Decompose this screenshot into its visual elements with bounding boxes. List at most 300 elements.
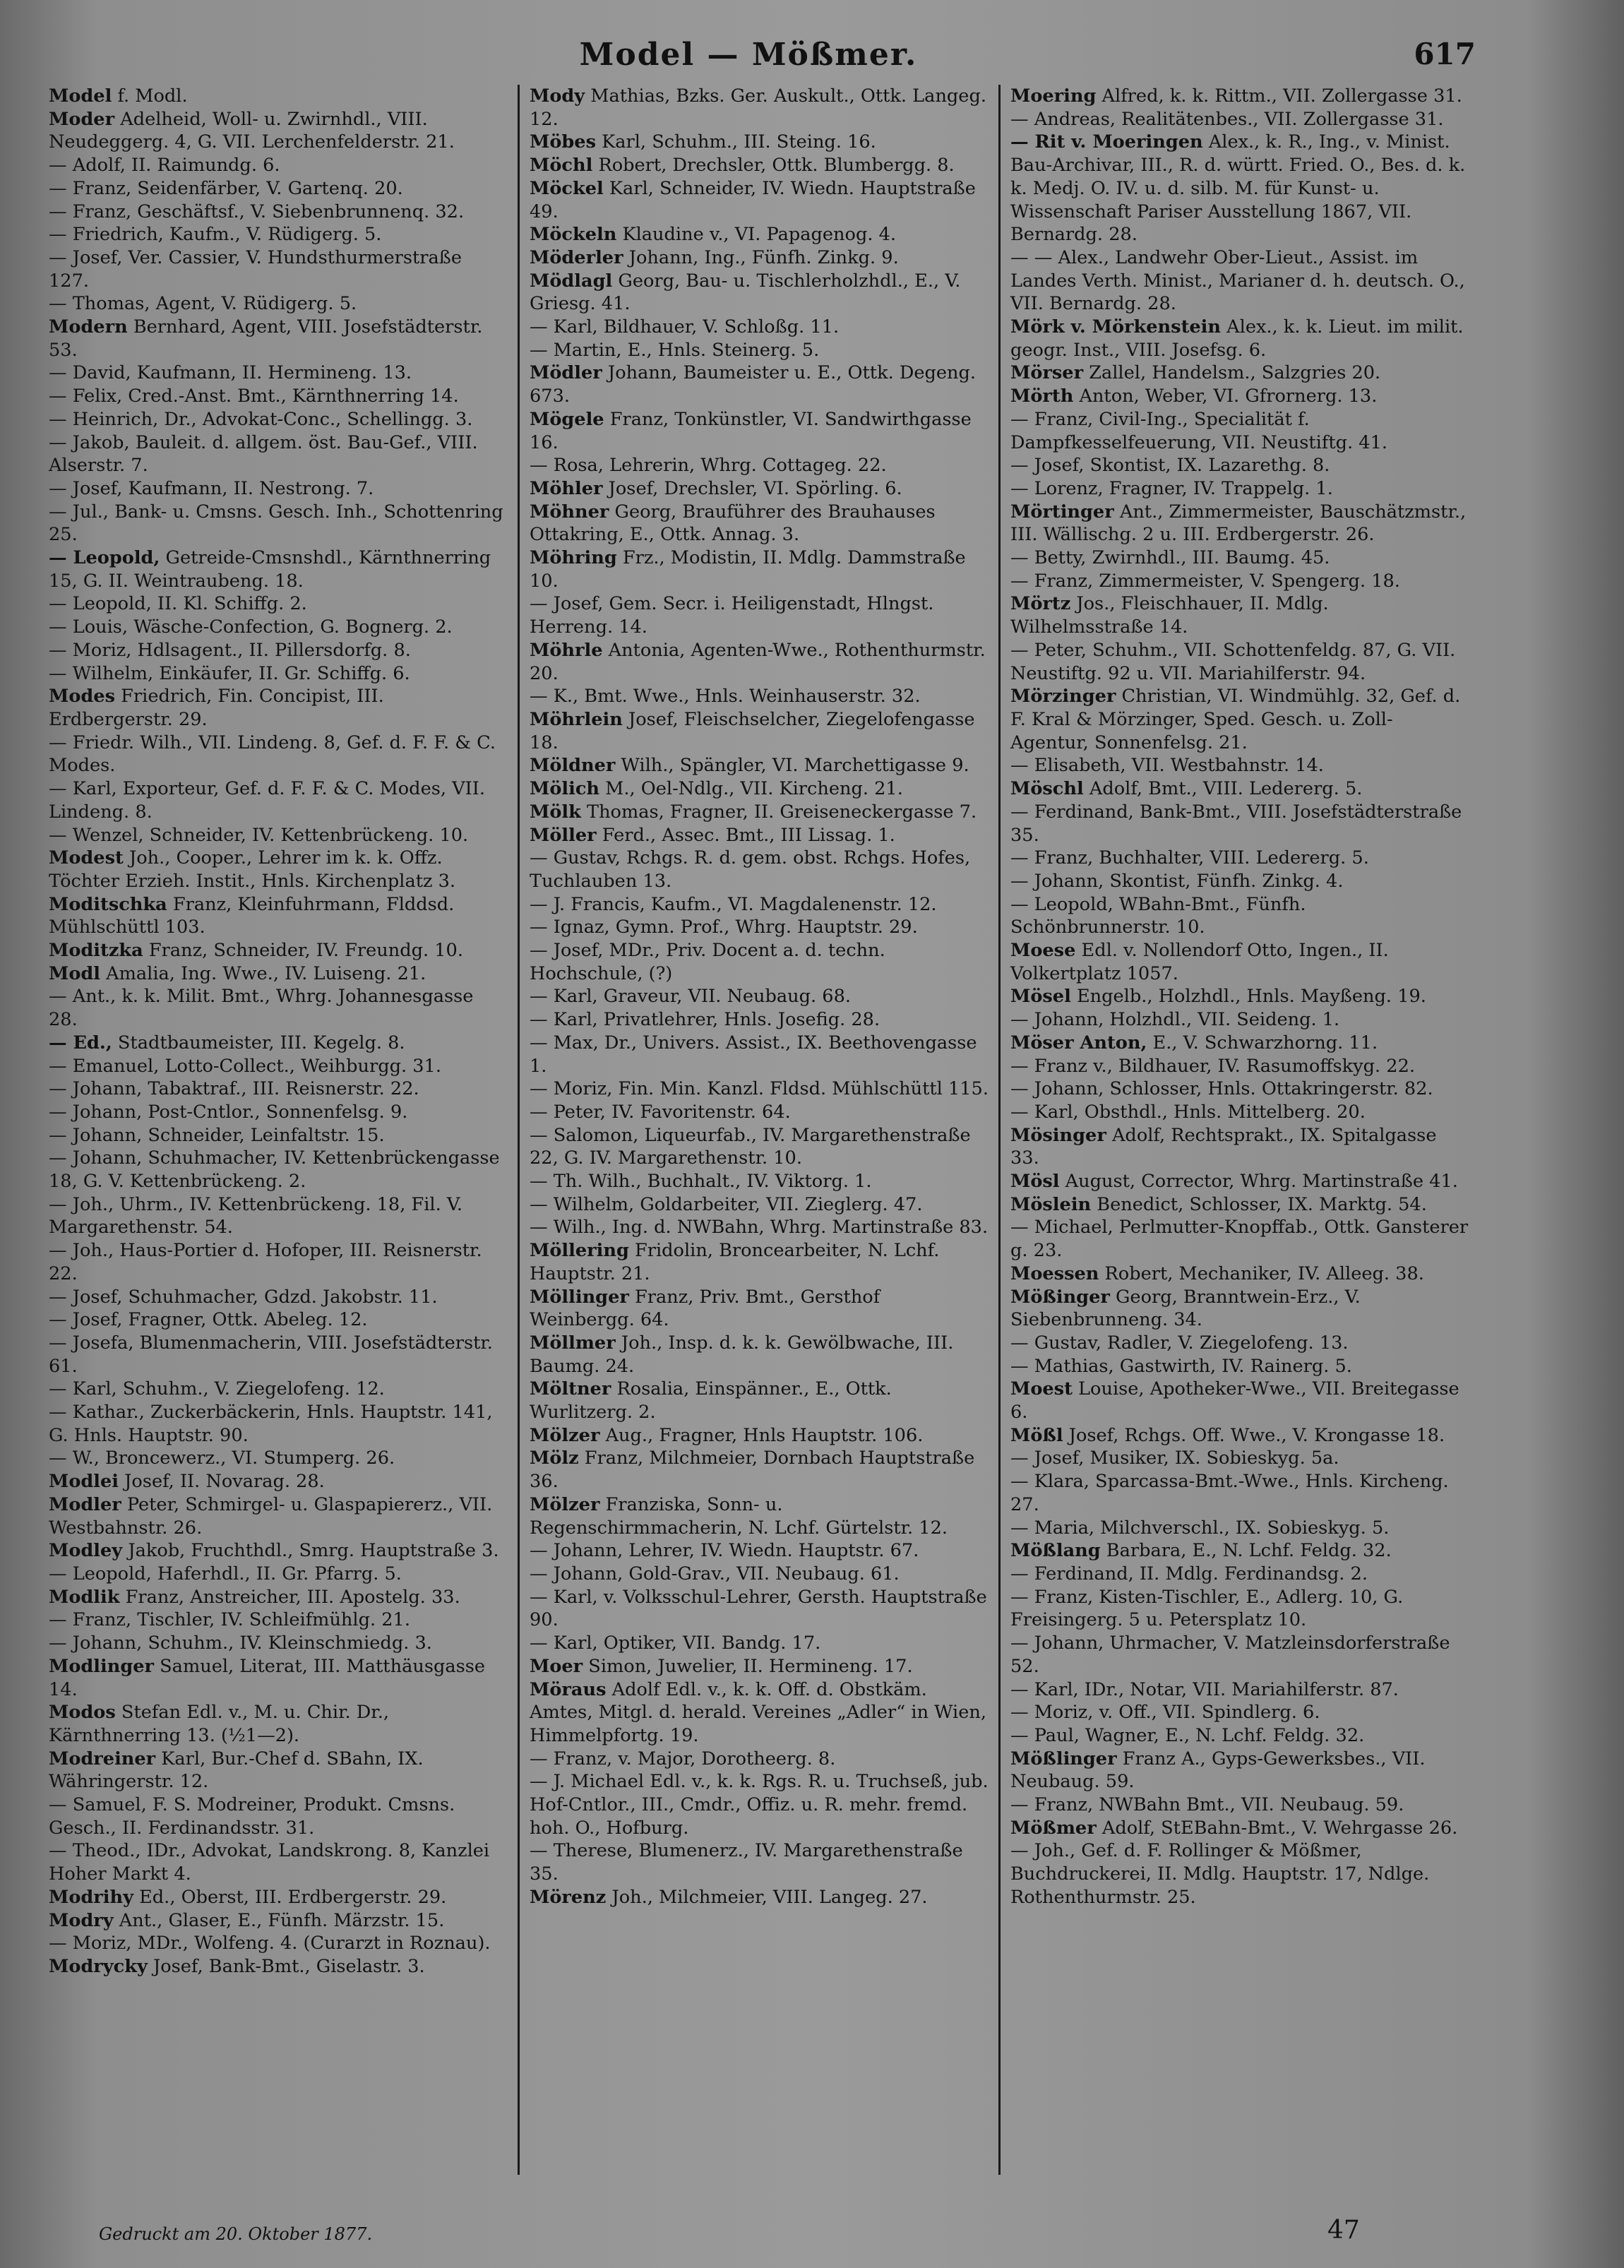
directory-entry <box>49 1147 508 1193</box>
entry-surname: Mörser <box>1010 362 1084 384</box>
column-3 <box>998 85 1479 2175</box>
directory-entry <box>1010 1748 1469 1793</box>
entry-surname: Mölzer <box>530 1493 600 1515</box>
entry-details: August, Corrector, Whrg. Martinstraße 41. <box>1059 1171 1458 1193</box>
entry-details: Bernhard, Agent, VIII. Josefstädterstr. 53. <box>49 316 483 361</box>
directory-entry <box>530 547 989 592</box>
entry-surname: Moer <box>530 1655 583 1677</box>
entry-details: Georg, Brauführer des Brauhauses Ottakring, E., Ottk. Annag. 3. <box>530 501 936 546</box>
directory-entry <box>1010 1032 1469 1055</box>
entry-details: — Johann, Schuhm., IV. Kleinschmiedg. 3. <box>49 1633 432 1654</box>
entry-surname: Möchl <box>530 155 593 177</box>
entry-details: — Johann, Schlosser, Hnls. Ottakringerstr. 82. <box>1010 1078 1433 1100</box>
entry-details: Mathias, Bzks. Ger. Auskult., Ottk. Langeg. 12. <box>530 85 986 130</box>
directory-entry <box>1010 1286 1469 1332</box>
directory-entry <box>530 246 989 270</box>
entry-surname: Modreiner <box>49 1748 156 1769</box>
entry-surname: Möltner <box>530 1378 611 1400</box>
directory-entry <box>530 1101 989 1124</box>
directory-entry <box>49 1748 508 1793</box>
entry-details: Simon, Juwelier, II. Hermineng. 17. <box>583 1655 913 1677</box>
entry-details: — Johann, Uhrmacher, V. Matzleinsdorferstraße 52. <box>1010 1633 1450 1677</box>
directory-entry <box>530 1886 989 1909</box>
directory-entry <box>1010 385 1469 408</box>
directory-entry <box>49 1378 508 1401</box>
entry-surname: Möschl <box>1010 778 1084 800</box>
entry-details: — Salomon, Liqueurfab., IV. Margarethenstraße 22, G. IV. Margarethenstr. 10. <box>530 1124 971 1169</box>
directory-entry <box>49 1886 508 1909</box>
directory-entry <box>1010 1216 1469 1262</box>
directory-entry <box>1010 1632 1469 1678</box>
directory-entry <box>1010 1701 1469 1724</box>
entry-details: — Johann, Gold-Grav., VII. Neubaug. 61. <box>530 1563 900 1584</box>
entry-details: — Karl, Privatlehrer, Hnls. Josefig. 28. <box>530 1009 880 1031</box>
entry-details: — Johann, Holzhdl., VII. Seideng. 1. <box>1010 1009 1340 1031</box>
entry-details: Adelheid, Woll- u. Zwirnhdl., VIII. Neudeggerg. 4, G. VII. Lerchenfelderstr. 21. <box>49 108 455 153</box>
entry-details: — Friedrich, Kaufm., V. Rüdigerg. 5. <box>49 224 382 246</box>
entry-details: — Thomas, Agent, V. Rüdigerg. 5. <box>49 293 357 315</box>
entry-details: — Felix, Cred.-Anst. Bmt., Kärnthnerring 14. <box>49 386 459 407</box>
directory-entry <box>1010 547 1469 570</box>
directory-entry <box>1010 362 1469 385</box>
entry-surname: Mörenz <box>530 1886 607 1908</box>
entry-details: Josef, Drechsler, VI. Spörling. 6. <box>602 477 902 499</box>
directory-entry <box>530 1748 989 1771</box>
entry-details: — Karl, Schuhm., V. Ziegelofeng. 12. <box>49 1378 385 1400</box>
directory-entry <box>49 1032 508 1055</box>
entry-details: — Moriz, MDr., Wolfeng. 4. (Curarzt in Roznau). <box>49 1933 491 1954</box>
entry-surname: Modry <box>49 1909 114 1931</box>
entry-surname: Möhring <box>530 547 617 569</box>
directory-entry <box>49 408 508 431</box>
directory-entry <box>49 1447 508 1470</box>
entry-surname: Modrihy <box>49 1886 133 1908</box>
directory-entry <box>530 1586 989 1632</box>
directory-entry <box>49 985 508 1031</box>
entry-details: Zallel, Handelsm., Salzgries 20. <box>1083 362 1381 384</box>
entry-details: — Wilhelm, Goldarbeiter, VII. Zieglerg. 47. <box>530 1193 923 1215</box>
entry-details: — Rosa, Lehrerin, Whrg. Cottageg. 22. <box>530 455 887 477</box>
entry-surname: Möllering <box>530 1240 629 1262</box>
entry-details: Josef, Rchgs. Off. Wwe., V. Krongasse 18. <box>1063 1424 1445 1446</box>
directory-entry <box>1010 316 1469 362</box>
directory-entry <box>530 754 989 777</box>
entry-surname: Mörk v. Mörkenstein <box>1010 316 1222 338</box>
directory-entry <box>1010 1008 1469 1032</box>
entry-surname: Mösl <box>1010 1171 1060 1193</box>
entry-details: Joh., Insp. d. k. k. Gewölbwache, III. Baumg. 24. <box>530 1332 954 1377</box>
entry-details: — Jakob, Bauleit. d. allgem. öst. Bau-Gef., VIII. Alserstr. 7. <box>49 431 478 477</box>
directory-entry <box>49 824 508 847</box>
entry-surname: — Rit v. Moeringen <box>1010 131 1203 153</box>
directory-entry <box>530 1239 989 1285</box>
entry-surname: Möhrle <box>530 639 603 661</box>
entry-details: Alfred, k. k. Rittm., VII. Zollergasse 31. <box>1096 85 1462 107</box>
directory-entry <box>1010 592 1469 638</box>
entry-surname: Mölz <box>530 1448 579 1469</box>
directory-entry <box>49 316 508 362</box>
directory-entry <box>530 1008 989 1032</box>
entry-surname: Mögele <box>530 408 604 430</box>
entry-details: Adolf, StEBahn-Bmt., V. Wehrgasse 26. <box>1096 1817 1458 1839</box>
entry-details: — Josef, Musiker, IX. Sobieskyg. 5a. <box>1010 1448 1339 1469</box>
entry-details: Jakob, Fruchthdl., Smrg. Hauptstraße 3. <box>122 1540 499 1562</box>
entry-surname: Möllinger <box>530 1286 629 1308</box>
entry-details: Peter, Schmirgel- u. Glaspapiererz., VII. Westbahnstr. 26. <box>49 1493 493 1539</box>
entry-details: — Karl, v. Volksschul-Lehrer, Gersth. Hauptstraße 90. <box>530 1586 987 1631</box>
directory-entry <box>530 639 989 685</box>
entry-details: — Therese, Blumenerz., IV. Margarethenstraße 35. <box>530 1840 963 1885</box>
entry-details: Franz A., Gyps-Gewerksbes., VII. Neubaug. 59. <box>1010 1748 1426 1793</box>
entry-details: Franz, Schneider, IV. Freundg. 10. <box>143 940 463 962</box>
entry-details: Klaudine v., VI. Papagenog. 4. <box>616 224 897 246</box>
directory-entry <box>49 777 508 823</box>
entry-details: Amalia, Ing. Wwe., IV. Luiseng. 21. <box>100 962 426 984</box>
directory-entry <box>1010 1170 1469 1193</box>
entry-details: — K., Bmt. Wwe., Hnls. Weinhauserstr. 32. <box>530 686 921 708</box>
directory-entry <box>530 1170 989 1193</box>
entry-details: — Moriz, v. Off., VII. Spindlerg. 6. <box>1010 1702 1320 1724</box>
entry-surname: Mößinger <box>1010 1286 1110 1308</box>
entry-details: Ant., Glaser, E., Fünfh. Märzstr. 15. <box>113 1909 445 1931</box>
directory-entry <box>49 223 508 246</box>
directory-entry <box>49 385 508 408</box>
entry-details: Friedrich, Fin. Concipist, III. Erdbergerstr. 29. <box>49 686 384 730</box>
directory-entry <box>49 1793 508 1839</box>
entry-surname: Möllmer <box>530 1332 616 1354</box>
entry-details: — Theod., IDr., Advokat, Landskrong. 8, Kanzlei Hoher Markt 4. <box>49 1840 490 1885</box>
entry-details: Franziska, Sonn- u. Regenschirmmacherin, N. Lchf. Gürtelstr. 12. <box>530 1493 948 1539</box>
entry-surname: Mölich <box>530 778 600 800</box>
entry-surname: Mößmer <box>1010 1817 1097 1839</box>
entry-details: — Franz, Zimmermeister, V. Spengerg. 18. <box>1010 570 1400 592</box>
directory-entry <box>530 985 989 1008</box>
entry-details: — Josef, MDr., Priv. Docent a. d. techn. Hochschule, (?) <box>530 940 885 984</box>
directory-entry <box>1010 1793 1469 1817</box>
entry-details: Barbara, E., N. Lchf. Feldg. 32. <box>1100 1540 1392 1562</box>
directory-entry <box>530 477 989 501</box>
directory-entry <box>49 292 508 316</box>
directory-entry <box>49 1401 508 1447</box>
entry-details: — Adolf, II. Raimundg. 6. <box>49 155 280 177</box>
entry-details: — Johann, Lehrer, IV. Wiedn. Hauptstr. 67. <box>530 1540 919 1562</box>
directory-entry <box>49 1332 508 1378</box>
directory-entry <box>1010 1193 1469 1217</box>
entry-details: — Karl, Optiker, VII. Bandg. 17. <box>530 1633 821 1654</box>
entry-details: — Andreas, Realitätenbes., VII. Zollergasse 31. <box>1010 108 1444 130</box>
directory-entry <box>530 1124 989 1170</box>
entry-details: Franz, Milchmeier, Dornbach Hauptstraße 36. <box>530 1448 975 1493</box>
directory-entry <box>49 177 508 201</box>
entry-surname: — Leopold, <box>49 547 160 569</box>
entry-details: — Franz, NWBahn Bmt., VII. Neubaug. 59. <box>1010 1794 1404 1816</box>
entry-details: — Ferdinand, Bank-Bmt., VIII. Josefstädterstraße 35. <box>1010 801 1462 846</box>
entry-surname: Modlik <box>49 1586 120 1608</box>
directory-entry <box>49 1239 508 1285</box>
entry-details: — W., Broncewerz., VI. Stumperg. 26. <box>49 1448 395 1469</box>
entry-details: — Michael, Perlmutter-Knopffab., Ottk. Gansterer g. 23. <box>1010 1217 1469 1262</box>
directory-entry <box>530 1378 989 1424</box>
entry-details: — Joh., Gef. d. F. Rollinger & Mößmer, Buchdruckerei, II. Mdlg. Hauptstr. 17, Ndlge. Rothenthurmstr. 25. <box>1010 1840 1430 1908</box>
entry-surname: Moder <box>49 108 115 130</box>
directory-entry <box>1010 847 1469 870</box>
entry-surname: Möbes <box>530 131 596 153</box>
entry-details: — Karl, Exporteur, Gef. d. F. F. & C. Modes, VII. Lindeng. 8. <box>49 778 485 823</box>
entry-surname: Mößlang <box>1010 1540 1101 1562</box>
entry-details: — Franz, Geschäftsf., V. Siebenbrunnenq. 32. <box>49 201 465 222</box>
entry-surname: Mody <box>530 85 585 107</box>
directory-entry <box>49 1932 508 1955</box>
entry-surname: Möckel <box>530 177 604 199</box>
entry-details: Adolf, Rechtsprakt., IX. Spitalgasse 33. <box>1010 1124 1437 1169</box>
entry-details: — Josef, Kaufmann, II. Nestrong. 7. <box>49 477 374 499</box>
entry-details: Getreide-Cmsnshdl., Kärnthnerring 15, G. II. Weintraubeng. 18. <box>49 547 491 592</box>
entry-details: Karl, Bur.-Chef d. SBahn, IX. Währingerstr. 12. <box>49 1748 424 1793</box>
directory-entry <box>530 362 989 407</box>
entry-details: — Franz, Seidenfärber, V. Gartenq. 20. <box>49 177 403 199</box>
entry-details: — Josef, Gem. Secr. i. Heiligenstadt, Hlngst. Herreng. 14. <box>530 593 934 638</box>
entry-surname: Modern <box>49 316 128 338</box>
entry-surname: Möller <box>530 824 597 846</box>
directory-entry <box>1010 1839 1469 1909</box>
entry-details: — Leopold, II. Kl. Schiffg. 2. <box>49 593 307 615</box>
directory-entry <box>530 1447 989 1493</box>
directory-entry <box>530 223 989 246</box>
directory-entry <box>49 362 508 385</box>
entry-surname: Mösinger <box>1010 1124 1106 1146</box>
directory-entry <box>530 847 989 893</box>
entry-details: — Karl, Graveur, VII. Neubaug. 68. <box>530 986 852 1008</box>
entry-details: Benedict, Schlosser, IX. Marktg. 54. <box>1091 1193 1427 1215</box>
entry-surname: Modlei <box>49 1471 119 1493</box>
entry-surname: Moditzka <box>49 940 143 962</box>
entry-details: — Franz v., Bildhauer, IV. Rasumoffskyg. 22. <box>1010 1055 1415 1077</box>
entry-details: Georg, Bau- u. Tischlerholzhdl., E., V. Griesg. 41. <box>530 270 961 315</box>
directory-entry <box>49 1955 508 1978</box>
entry-details: — Johann, Schneider, Leinfaltstr. 15. <box>49 1124 385 1146</box>
directory-entry <box>530 154 989 177</box>
directory-entry <box>1010 1332 1469 1355</box>
entry-surname: Mörtz <box>1010 593 1071 615</box>
entry-details: — Wilh., Ing. d. NWBahn, Whrg. Martinstraße 83. <box>530 1217 989 1239</box>
directory-entry <box>49 501 508 547</box>
entry-surname: Möderler <box>530 246 623 268</box>
directory-entry <box>49 639 508 662</box>
directory-entry <box>49 108 508 154</box>
entry-details: — Kathar., Zuckerbäckerin, Hnls. Hauptstr. 141, G. Hnls. Hauptstr. 90. <box>49 1402 493 1446</box>
directory-entry <box>1010 246 1469 316</box>
entry-surname: Moditschka <box>49 893 167 915</box>
directory-entry <box>1010 408 1469 454</box>
entry-details: — Elisabeth, VII. Westbahnstr. 14. <box>1010 755 1324 777</box>
entry-details: — Emanuel, Lotto-Collect., Weihburgg. 31. <box>49 1055 441 1077</box>
entry-surname: Mölk <box>530 801 581 823</box>
directory-entry <box>1010 85 1469 108</box>
entry-details: — J. Michael Edl. v., k. k. Rgs. R. u. Truchseß, jub. Hof-Cntlor., III., Cmdr., Offiz. u. R. mehr. fremd. hoh. O., Hofburg. <box>530 1771 989 1839</box>
entry-details: Franz, Tonkünstler, VI. Sandwirthgasse 16. <box>530 408 972 453</box>
directory-entry <box>530 824 989 847</box>
directory-entry <box>49 1124 508 1147</box>
directory-entry <box>49 154 508 177</box>
entry-details: Franz, Kleinfuhrmann, Flddsd. Mühlschüttl 103. <box>49 893 455 938</box>
entry-details: Jos., Fleischhauer, II. Mdlg. Wilhelmsstraße 14. <box>1010 593 1329 638</box>
column-2 <box>518 85 998 2175</box>
entry-surname: Mödlagl <box>530 270 613 292</box>
directory-entry <box>1010 1539 1469 1563</box>
entry-surname: Modlinger <box>49 1655 155 1677</box>
directory-entry <box>1010 639 1469 685</box>
entry-details: — Samuel, F. S. Modreiner, Produkt. Cmsns. Gesch., II. Ferdinandsstr. 31. <box>49 1794 455 1839</box>
entry-details: Wilh., Spängler, VI. Marchettigasse 9. <box>615 755 969 777</box>
directory-entry <box>1010 1586 1469 1632</box>
entry-details: — Leopold, Haferhdl., II. Gr. Pfarrg. 5. <box>49 1563 402 1584</box>
directory-entry <box>1010 1124 1469 1170</box>
directory-entry <box>530 1655 989 1678</box>
directory-entry <box>1010 454 1469 477</box>
entry-surname: Moest <box>1010 1378 1073 1400</box>
entry-surname: Modrycky <box>49 1955 148 1977</box>
directory-entry <box>49 1493 508 1539</box>
directory-entry <box>49 1539 508 1563</box>
directory-entry <box>49 1586 508 1609</box>
entry-details: — Th. Wilh., Buchhalt., IV. Viktorg. 1. <box>530 1171 872 1193</box>
entry-surname: Modes <box>49 686 115 708</box>
entry-details: — Josefa, Blumenmacherin, VIII. Josefstädterstr. 61. <box>49 1332 493 1377</box>
directory-entry <box>1010 1817 1469 1840</box>
directory-entry <box>49 1563 508 1586</box>
directory-entry <box>530 777 989 801</box>
entry-details: Josef, II. Novarag. 28. <box>119 1471 325 1493</box>
directory-entry <box>1010 1055 1469 1078</box>
entry-details: Franz, Priv. Bmt., Gersthof Weinbergg. 64. <box>530 1286 880 1331</box>
entry-details: Joh., Milchmeier, VIII. Langeg. 27. <box>606 1886 928 1908</box>
directory-entry <box>1010 1447 1469 1470</box>
directory-entry <box>49 1055 508 1078</box>
directory-entry <box>1010 477 1469 501</box>
entry-details: — Wenzel, Schneider, IV. Kettenbrückeng. 10. <box>49 824 469 846</box>
directory-entry <box>1010 1563 1469 1586</box>
directory-entry <box>1010 570 1469 593</box>
entry-details: — Betty, Zwirnhdl., III. Baumg. 45. <box>1010 547 1330 569</box>
entry-details: Ed., Oberst, III. Erdbergerstr. 29. <box>133 1886 447 1908</box>
directory-entry <box>530 177 989 223</box>
directory-entry <box>530 316 989 339</box>
directory-entry <box>49 1308 508 1332</box>
entry-surname: Mörth <box>1010 386 1074 407</box>
directory-entry <box>49 939 508 962</box>
entry-details: Joh., Cooper., Lehrer im k. k. Offz. Töchter Erzieh. Instit., Hnls. Kirchenplatz 3. <box>49 847 456 892</box>
entry-surname: Möckeln <box>530 224 617 246</box>
directory-entry <box>530 1678 989 1748</box>
entry-details: — J. Francis, Kaufm., VI. Magdalenenstr. 12. <box>530 893 937 915</box>
entry-surname: Mölzer <box>530 1424 600 1446</box>
entry-details: Robert, Drechsler, Ottk. Blumbergg. 8. <box>592 155 955 177</box>
entry-details: Edl. v. Nollendorf Otto, Ingen., II. Volkertplatz 1057. <box>1010 940 1389 984</box>
directory-entry <box>530 454 989 477</box>
directory-entry <box>1010 1101 1469 1124</box>
directory-entry <box>530 131 989 154</box>
directory-entry <box>530 1078 989 1101</box>
entry-details: Stadtbaumeister, III. Kegelg. 8. <box>112 1032 405 1054</box>
directory-entry <box>49 1470 508 1493</box>
entry-surname: Mößlinger <box>1010 1748 1117 1769</box>
directory-entry <box>530 1424 989 1448</box>
entry-details: — Moriz, Hdlsagent., II. Pillersdorfg. 8. <box>49 639 411 661</box>
entry-surname: Mörzinger <box>1010 686 1116 708</box>
entry-details: Aug., Fragner, Hnls Hauptstr. 106. <box>599 1424 924 1446</box>
entry-details: — Paul, Wagner, E., N. Lchf. Feldg. 32. <box>1010 1724 1365 1746</box>
entry-details: — Gustav, Rchgs. R. d. gem. obst. Rchgs. Hofes, Tuchlauben 13. <box>530 847 971 892</box>
entry-details: Johann, Ing., Fünfh. Zinkg. 9. <box>623 246 899 268</box>
directory-entry <box>49 685 508 731</box>
entry-details: — Josef, Schuhmacher, Gdzd. Jakobstr. 11. <box>49 1286 438 1308</box>
entry-surname: Moering <box>1010 85 1097 107</box>
entry-details: f. Modl. <box>112 85 188 107</box>
entry-details: Johann, Baumeister u. E., Ottk. Degeng. 673. <box>530 362 977 407</box>
entry-details: — Ignaz, Gymn. Prof., Whrg. Hauptstr. 29. <box>530 917 918 938</box>
entry-details: — Karl, Bildhauer, V. Schloßg. 11. <box>530 316 840 338</box>
directory-entry <box>49 85 508 108</box>
directory-entry <box>1010 131 1469 246</box>
directory-entry <box>49 1632 508 1655</box>
entry-surname: Möhrlein <box>530 708 623 730</box>
directory-entry <box>1010 1078 1469 1101</box>
entry-columns <box>39 85 1479 2175</box>
entry-details: — Franz, Kisten-Tischler, E., Adlerg. 10, G. Freisingerg. 5 u. Petersplatz 10. <box>1010 1586 1404 1631</box>
sheet-number: 47 <box>1327 2216 1360 2245</box>
directory-entry <box>530 1539 989 1563</box>
entry-surname: Möslein <box>1010 1193 1092 1215</box>
directory-entry <box>1010 108 1469 131</box>
page-title: Model — Mößmer. <box>579 37 918 73</box>
directory-entry <box>1010 1724 1469 1748</box>
entry-details: — Ferdinand, II. Mdlg. Ferdinandsg. 2. <box>1010 1563 1368 1584</box>
directory-entry <box>530 339 989 362</box>
entry-surname: Moese <box>1010 940 1076 962</box>
entry-details: Karl, Schuhm., III. Steing. 16. <box>596 131 876 153</box>
directory-entry <box>530 916 989 939</box>
entry-details: — Lorenz, Fragner, IV. Trappelg. 1. <box>1010 477 1333 499</box>
entry-details: Stefan Edl. v., M. u. Chir. Dr., Kärnthnerring 13. (½1—2). <box>49 1702 389 1746</box>
entry-surname: Modley <box>49 1540 123 1562</box>
directory-entry <box>530 1770 989 1839</box>
entry-details: — Maria, Milchverschl., IX. Sobieskyg. 5. <box>1010 1517 1390 1539</box>
directory-entry <box>1010 501 1469 547</box>
entry-details: — Leopold, WBahn-Bmt., Fünfh. Schönbrunnerstr. 10. <box>1010 893 1306 938</box>
entry-surname: Modest <box>49 847 124 869</box>
entry-surname: Möser Anton, <box>1010 1032 1147 1054</box>
directory-entry <box>530 1193 989 1217</box>
directory-entry <box>49 431 508 477</box>
directory-entry <box>530 1216 989 1239</box>
directory-entry <box>49 847 508 893</box>
entry-surname: Moessen <box>1010 1263 1099 1284</box>
entry-details: — David, Kaufmann, II. Hermineng. 13. <box>49 362 412 384</box>
directory-entry <box>530 1286 989 1332</box>
entry-details: Robert, Mechaniker, IV. Alleeg. 38. <box>1099 1263 1424 1284</box>
column-1 <box>39 85 518 2175</box>
entry-details: — Klara, Sparcassa-Bmt.-Wwe., Hnls. Kircheng. 27. <box>1010 1471 1449 1515</box>
entry-details: Adolf, Bmt., VIII. Ledererg. 5. <box>1083 778 1363 800</box>
entry-details: — Josef, Skontist, IX. Lazarethg. 8. <box>1010 455 1330 477</box>
entry-details: — Moriz, Fin. Min. Kanzl. Fldsd. Mühlschüttl 115. <box>530 1078 989 1100</box>
entry-details: E., V. Schwarzhorng. 11. <box>1147 1032 1378 1054</box>
entry-details: Adolf Edl. v., k. k. Off. d. Obstkäm. Amtes, Mitgl. d. herald. Vereines „Adler“ in Wien, Himmelpfortg. 19. <box>530 1678 986 1746</box>
directory-entry <box>49 616 508 639</box>
entry-details: Franz, Anstreicher, III. Apostelg. 33. <box>119 1586 460 1608</box>
entry-details: — Johann, Post-Cntlor., Sonnenfelsg. 9. <box>49 1101 408 1123</box>
entry-details: — Karl, Obsthdl., Hnls. Mittelberg. 20. <box>1010 1101 1366 1123</box>
